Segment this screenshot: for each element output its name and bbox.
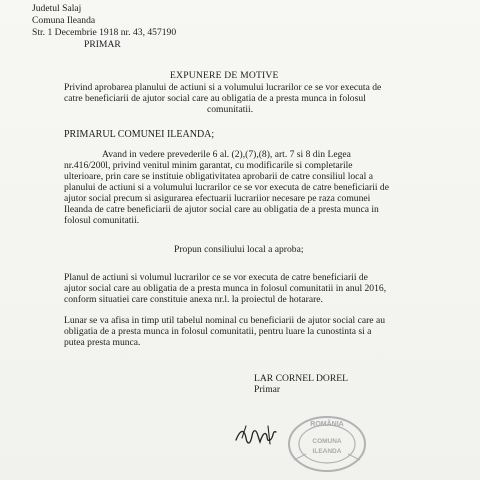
notice-line-2: obligatia de a presta munca in folosul comunitatii, pentru luare la cunostinta si a [64, 326, 372, 337]
county-line: Judetul Salaj [32, 3, 82, 14]
considering-line-6: Ileanda de catre beneficiarii de ajutor social care au obligatia de a presta munca in [64, 204, 379, 215]
subject-line-3: comunitatii. [207, 104, 254, 115]
address-line: Str. 1 Decembrie 1918 nr. 43, 457190 [32, 27, 177, 38]
official-stamp [286, 414, 368, 474]
signatory-role: Primar [254, 384, 281, 395]
proposal-line: Propun consiliului local a aproba; [174, 244, 304, 255]
office-line: PRIMAR [84, 39, 121, 50]
subject-line-1: Privind aprobarea planului de actiuni si a volumului lucrarilor ce se vor executa de [64, 82, 382, 93]
considering-line-2: nr.416/200l, privind venitul minim garantat, cu modificarile si completarile [64, 160, 353, 171]
handwritten-signature [232, 418, 292, 454]
stamp-mid-text: COMUNA [312, 438, 342, 445]
commune-line: Comuna Ileanda [32, 15, 96, 26]
considering-line-5: ajutor social precum si asigurarea efectuarii lucrariior necesare pe raza comunei [64, 193, 371, 204]
considering-line-3: ulterioare, prin care se instituie obligativitatea aprobarii de catre consiliul local a [64, 171, 374, 182]
stamp-bottom-text: ILEANDA [312, 448, 342, 455]
plan-line-2: ajutor social care au obligatia de a presta munca in folosul comunitatii in anul 2016, [64, 283, 387, 294]
signatory-name: LAR CORNEL DOREL [254, 373, 348, 384]
notice-line-3: putea presta munca. [64, 337, 141, 348]
document-title: EXPUNERE DE MOTIVE [170, 70, 279, 81]
mayor-heading: PRIMARUL COMUNEI ILEANDA; [64, 129, 215, 140]
plan-line-3: conform situatiei care constituie anexa nr.l. la proiectul de hotarare. [64, 294, 323, 305]
plan-line-1: Planul de actiuni si volumul lucrarilor ce se vor executa de catre beneficiarii de [64, 272, 368, 283]
considering-line-7: folosul comunitatii. [64, 215, 140, 226]
subject-line-2: catre beneficiarii de ajutor social care au obligatia de a presta munca in folosul [64, 93, 366, 104]
stamp-top-text: ROMÂNIA [310, 421, 344, 428]
considering-line-4: planului de actiuni si a volumului lucrarilor ce se vor executa de catre beneficiarii de [64, 182, 389, 193]
considering-line-1: Avand in vedere prevederile 6 al. (2),(7),(8), art. 7 si 8 din Legea [102, 149, 351, 160]
notice-line-1: Lunar se va afisa in timp util tabelul nominal cu beneficiarii de ajutor social care au [64, 315, 386, 326]
